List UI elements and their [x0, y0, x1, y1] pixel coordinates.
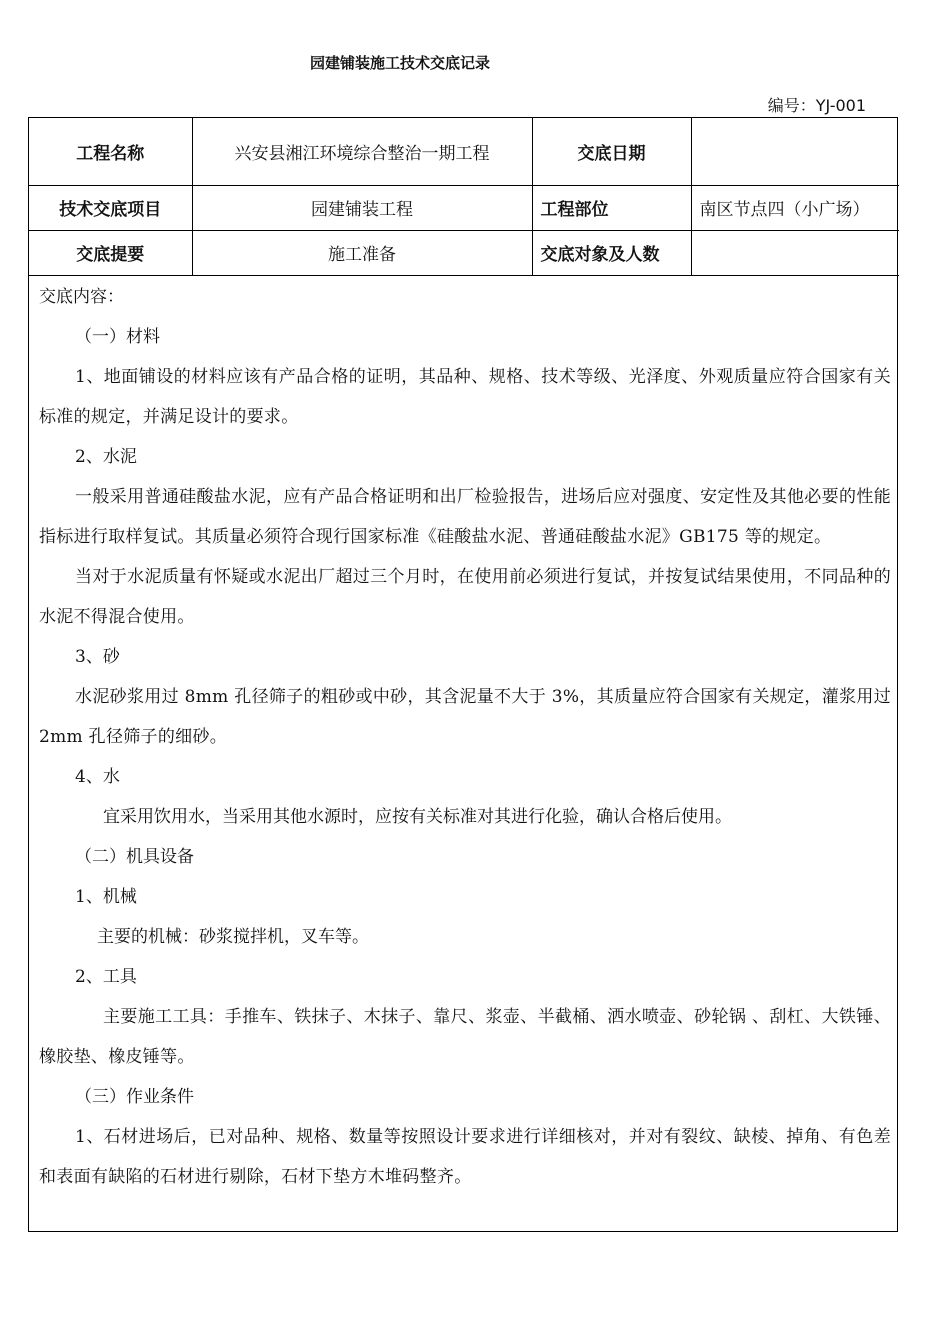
- sand-title: 3、砂: [75, 647, 120, 667]
- header-row-1: [29, 118, 899, 185]
- disclosure-form: [28, 117, 898, 1232]
- tools-title: 2、工具: [75, 967, 137, 987]
- tools-paragraph: 主要施工工具：手推车、铁抹子、木抹子、靠尺、浆壶、半截桶、洒水喷壶、砂轮锅 、刮杠、大铁锤、橡胶垫、橡皮锤等。: [39, 1007, 891, 1067]
- item-label: 技术交底项目: [29, 185, 192, 230]
- section-equipment: （二）机具设备: [75, 847, 194, 867]
- cement-title: 2、水泥: [75, 447, 137, 467]
- summary-value: 施工准备: [192, 230, 532, 275]
- audience-label: 交底对象及人数: [532, 230, 691, 275]
- audience-value: [691, 230, 899, 275]
- section-work-conditions: （三）作业条件: [75, 1087, 194, 1107]
- machinery-title: 1、机械: [75, 887, 137, 907]
- cement-paragraph-1: 一般采用普通硅酸盐水泥，应有产品合格证明和出厂检验报告，进场后应对强度、安定性及其他必要的性能指标进行取样复试。其质量必须符合现行国家标准《硅酸盐水泥、普通硅酸盐水泥》GB175 等的规定。: [39, 487, 891, 547]
- machinery-paragraph: 主要的机械：砂浆搅拌机，叉车等。: [97, 927, 369, 947]
- document-title: 园建铺装施工技术交底记录: [309, 54, 490, 72]
- work-conditions-item-1: 1、石材进场后，已对品种、规格、数量等按照设计要求进行详细核对，并对有裂纹、缺棱、掉角、有色差和表面有缺陷的石材进行剔除，石材下垫方木堆码整齐。: [39, 1127, 891, 1187]
- materials-item-1: 1、地面铺设的材料应该有产品合格的证明，其品种、规格、技术等级、光泽度、外观质量应符合国家有关标准的规定，并满足设计的要求。: [39, 367, 891, 427]
- project-name-label: 工程名称: [29, 118, 192, 185]
- summary-label: 交底提要: [29, 230, 192, 275]
- project-name-value: 兴安县湘江环境综合整治一期工程: [192, 118, 532, 185]
- sand-paragraph: 水泥砂浆用过 8mm 孔径筛子的粗砂或中砂，其含泥量不大于 3%，其质量应符合国家有关规定，灌浆用过 2mm 孔径筛子的细砂。: [39, 687, 891, 747]
- header-table: [29, 118, 899, 276]
- section-materials: （一）材料: [75, 327, 160, 347]
- water-paragraph: 宜采用饮用水，当采用其他水源时，应按有关标准对其进行化验，确认合格后使用。: [103, 807, 732, 827]
- item-value: 园建铺装工程: [192, 185, 532, 230]
- disclosure-content: [29, 277, 899, 1197]
- document-number: [768, 93, 866, 116]
- water-title: 4、水: [75, 767, 120, 787]
- header-row-2: [29, 185, 899, 230]
- document-number-label: 编号：: [767, 96, 816, 115]
- cement-paragraph-2: 当对于水泥质量有怀疑或水泥出厂超过三个月时，在使用前必须进行复试，并按复试结果使用，不同品种的水泥不得混合使用。: [39, 567, 891, 627]
- header-row-3: [29, 230, 899, 275]
- date-label: 交底日期: [532, 118, 691, 185]
- document-number-value: YJ-001: [815, 96, 866, 115]
- date-value: [691, 118, 899, 185]
- part-label: 工程部位: [532, 185, 691, 230]
- content-heading: 交底内容：: [39, 287, 124, 307]
- part-value: 南区节点四（小广场）: [691, 185, 899, 230]
